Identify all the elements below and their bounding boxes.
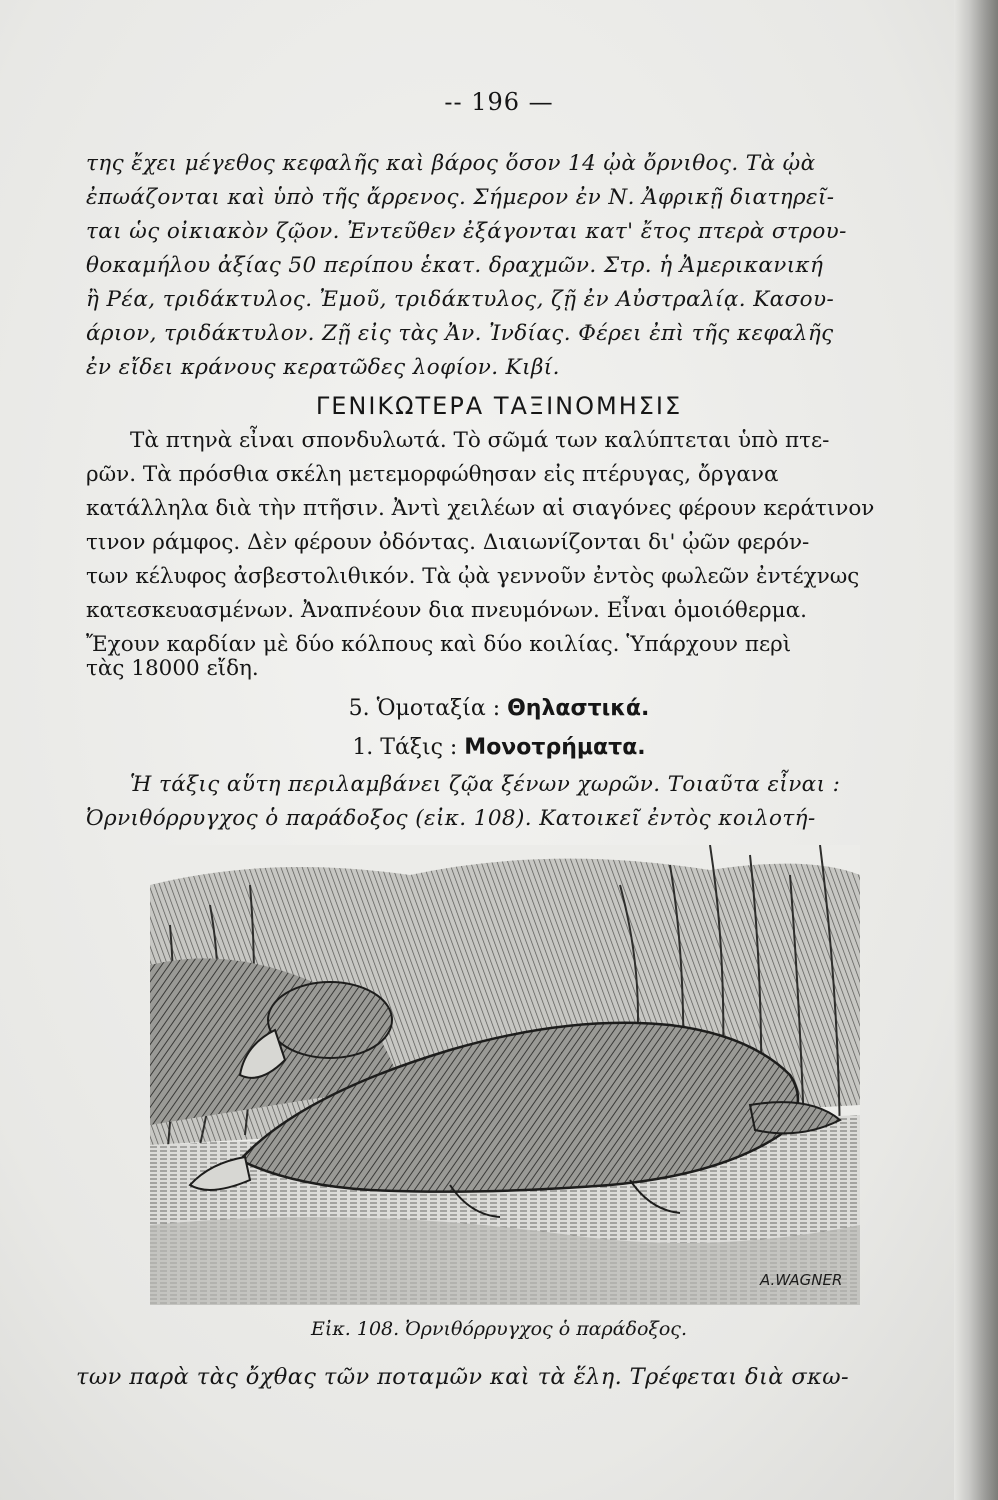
subclass-heading bbox=[0, 692, 998, 726]
platypus-engraving bbox=[150, 845, 860, 1305]
text-line: κατάλληλα διὰ τὴν πτῆσιν. Ἀντὶ χειλέων αἱ σιαγόνες φέρουν κεράτινον bbox=[86, 496, 875, 521]
illustrator-signature: A.WAGNER bbox=[760, 1271, 843, 1289]
text-line: των κέλυφος ἀσβεστολιθικόν. Τὰ ᾠὰ γεννοῦν ἐντὸς φωλεῶν ἐντέχνως bbox=[86, 564, 860, 589]
text-line: κατεσκευασμένων. Ἀναπνέουν δια πνευμόνων. Εἶναι ὁμοιόθερμα. bbox=[86, 598, 807, 623]
section-heading: ΓΕΝΙΚΩΤΕΡΑ ΤΑΞΙΝΟΜΗΣΙΣ bbox=[315, 392, 683, 420]
figure-caption: Εἰκ. 108. Ὀρνιθόρρυγχος ὁ παράδοξος. bbox=[311, 1318, 687, 1340]
order-name: Μονοτρήματα. bbox=[464, 735, 646, 760]
subclass-prefix: 5. Ὁμοταξία : bbox=[348, 696, 501, 721]
text-line: Ἔχουν καρδίαν μὲ δύο κόλπους καὶ δύο κοιλίας. Ὑπάρχουν περὶ bbox=[86, 632, 792, 657]
text-line: άριον, τριδάκτυλον. Ζῇ εἰς τὰς Ἀν. Ἰνδίας. Φέρει ἐπὶ τῆς κεφαλῆς bbox=[86, 321, 834, 346]
text-line: θοκαμήλου ἀξίας 50 περίπου ἑκατ. δραχμῶν. Στρ. ἡ Ἀμερικανική bbox=[86, 253, 824, 278]
text-line: της ἔχει μέγεθος κεφαλῆς καὶ βάρος ὅσον 14 ᾠὰ ὄρνιθος. Τὰ ᾠὰ bbox=[86, 151, 816, 176]
text-line: τὰς 18000 εἴδη. bbox=[86, 656, 259, 681]
subclass-name: Θηλαστικά. bbox=[507, 696, 650, 721]
text-line: ἐν εἴδει κράνους κερατῶδες λοφίον. Κιβί. bbox=[86, 355, 560, 380]
order-prefix: 1. Τάξις : bbox=[352, 735, 458, 760]
text-line: ἐπωάζονται καὶ ὑπὸ τῆς ἄρρενος. Σήμερον ἐν Ν. Ἀφρικῇ διατηρεῖ- bbox=[86, 185, 835, 210]
page-number: -- 196 — bbox=[444, 88, 554, 116]
text-line: ἢ Ρέα, τριδάκτυλος. Ἐμοῦ, τριδάκτυλος, ζῇ ἐν Αὐστραλίᾳ. Κασου- bbox=[86, 287, 835, 312]
text-line: ται ὡς οἰκιακὸν ζῷον. Ἐντεῦθεν ἐξάγονται κατ' ἔτος πτερὰ στρου- bbox=[86, 219, 847, 244]
text-line: ρῶν. Τὰ πρόσθια σκέλη μετεμορφώθησαν εἰς πτέρυγας, ὄργανα bbox=[86, 462, 779, 487]
text-line: Τὰ πτηνὰ εἶναι σπονδυλωτά. Τὸ σῶμά των καλύπτεται ὑπὸ πτε- bbox=[130, 428, 830, 453]
text-line: Ἡ τάξις αὕτη περιλαμβάνει ζῷα ξένων χωρῶν. Τοιαῦτα εἶναι : bbox=[130, 772, 841, 797]
text-line: τινον ράμφος. Δὲν φέρουν ὀδόντας. Διαιωνίζονται δι' ᾠῶν φερόν- bbox=[86, 530, 810, 555]
text-line: των παρὰ τὰς ὄχθας τῶν ποταμῶν καὶ τὰ ἕλη. Τρέφεται διὰ σκω- bbox=[76, 1364, 850, 1390]
text-line: Ὀρνιθόρρυγχος ὁ παράδοξος (εἰκ. 108). Κατοικεῖ ἐντὸς κοιλοτή- bbox=[86, 806, 816, 831]
platypus-illustration bbox=[150, 845, 860, 1305]
order-heading bbox=[0, 731, 998, 765]
